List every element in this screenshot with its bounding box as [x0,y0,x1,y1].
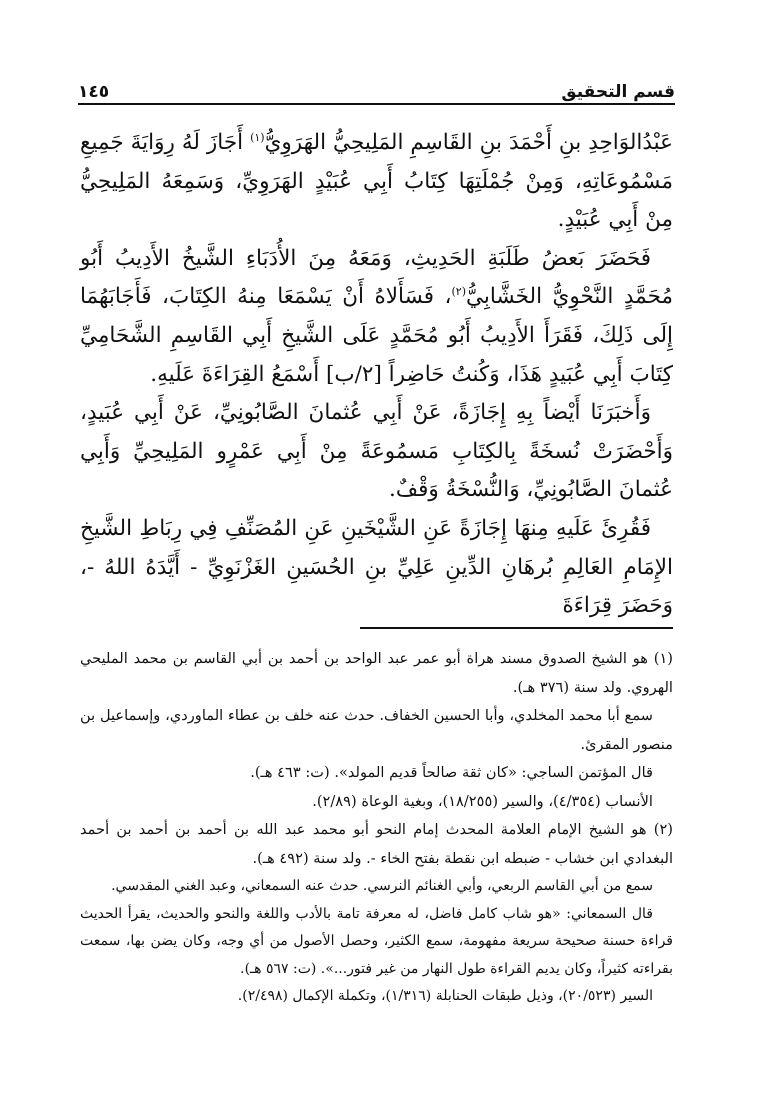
footnote-line: الأنساب (٤/٣٥٤)، والسير (١٨/٢٥٥)، وبغية الوعاة (٢/٨٩). [312,792,653,810]
footnote-line: سمع أبا محمد المخلدي، وأبا الحسين الخفاف. حدث عنه خلف بن عطاء الماوردي، وإسماعيل بن منصور المقرئ. [80,707,673,753]
section-title: قسم التحقيق [561,82,675,102]
paragraph: فَحَضَرَ بَعضُ طَلَبَةِ الحَدِيثِ، وَمَعَهُ مِنَ الأُدَبَاءِ الشَّيخُ الأَدِيبُ أَبُو مُحَمَّدٍ النَّحْوِيُّ الخَشَّابِيُّ$^{(٢)}$، فَسَأَلاهُ أَنْ يَسْمَعَا مِنهُ الكِتَابَ، فَأَجَابَهُمَا إِلَى ذَلِكَ، فَقَرَأَ الأَدِيبُ أَبُو مُحَمَّدٍ عَلَى الشَّيخِ أَبِي القَاسِمِ الشَّحَامِيِّ كِتَابَ أَبِي عُبَيدٍ هَذَا، وَكُنتُ حَاضِراً [٢/ب] أَسْمَعُ القِرَاءَةَ عَلَيهِ. [80,245,673,387]
footnote-ref[interactable]: (١) [250,130,265,144]
page-number: ١٤٥ [78,82,110,102]
header-rule [78,103,675,105]
footnotes [80,645,673,1011]
footnote-ref[interactable]: (٢) [451,285,466,299]
footnote-separator [360,627,673,629]
main-text [80,124,673,626]
footnote-line: قال السمعاني: «هو شاب كامل فاضل، له معرفة تامة بالأدب واللغة والنحو والحديث، يقرأ الحديث قراءة حسنة صحيحة سريعة مفهومة، سمع الكثير، وحصل الأصول من أي وجه، وكان يضن بها، سمعت بقراءته كثيراً، وكان يديم القراءة طول النهار من غير فتور...». (ت: ٥٦٧ هـ). [80,905,673,977]
footnote-line: قال المؤتمن الساجي: «كان ثقة صالحاً قديم المولد». (ت: ٤٦٣ هـ). [250,764,653,781]
footnote: (٢) هو الشيخ الإمام العلامة المحدث إمام النحو أبو محمد عبد الله بن أحمد بن أحمد بن أحمد البغدادي ابن خشاب - ضبطه ابن نقطة بفتح الخاء -. ولد سنة (٤٩٢ هـ). [80,821,673,867]
paragraph: وَأَخبَرَنَا أَيْضاً بِهِ إِجَازَةً، عَنْ أَبِي عُثمانَ الصَّابُونِيِّ، عَنْ أَبِي عُبَيدٍ، وَأَحْضَرَتْ نُسخَةً بِالكِتَابِ مَسمُوعَةً مِنْ أَبِي عَمْرٍو المَلِيحِيِّ وَأَبِي عُثمانَ الصَّابُونِيِّ، وَالنُّسْخَةُ وَقْفٌ. [80,400,673,503]
paragraph: فَقُرِئَ عَلَيهِ مِنهَا إِجَازَةً عَنِ الشَّيْخَينِ عَنِ المُصَنِّفِ فِي رِبَاطِ الشَّيخِ الإِمَامِ العَالِمِ بُرهَانِ الدِّينِ عَلِيِّ بنِ الحُسَينِ الغَزْنَوِيِّ - أَيَّدَهُ اللهُ -، وَحَضَرَ قِرَاءَةَ [80,515,673,619]
footnote: (١) هو الشيخ الصدوق مسند هراة أبو عمر عبد الواحد بن أحمد بن أبي القاسم بن محمد المليحي الهروي. ولد سنة (٣٧٦ هـ). [80,650,673,696]
footnote-line: سمع من أبي القاسم الربعي، وأبي الغنائم النرسي. حدث عنه السمعاني، وعبد الغني المقدسي. [111,878,653,894]
paragraph: عَبْدُالوَاحِدِ بنِ أَحْمَدَ بنِ القَاسِمِ المَلِيحِيُّ الهَرَوِيُّ$^{(١)}$ أَجَازَ لَهُ رِوَايَةَ جَمِيعِ مَسْمُوعَاتِهِ، وَمِنْ جُمْلَتِهَا كِتَابُ أَبِي عُبَيْدٍ الهَرَوِيِّ، وَسَمِعَهُ المَلِيحِيُّ مِنْ أَبِي عُبَيْدٍ. [80,130,674,233]
page-header [78,76,675,102]
footnote-line: السير (٢٠/٥٢٣)، وذيل طبقات الحنابلة (١/٣١٦)، وتكملة الإكمال (٢/٤٩٨). [237,988,653,1004]
